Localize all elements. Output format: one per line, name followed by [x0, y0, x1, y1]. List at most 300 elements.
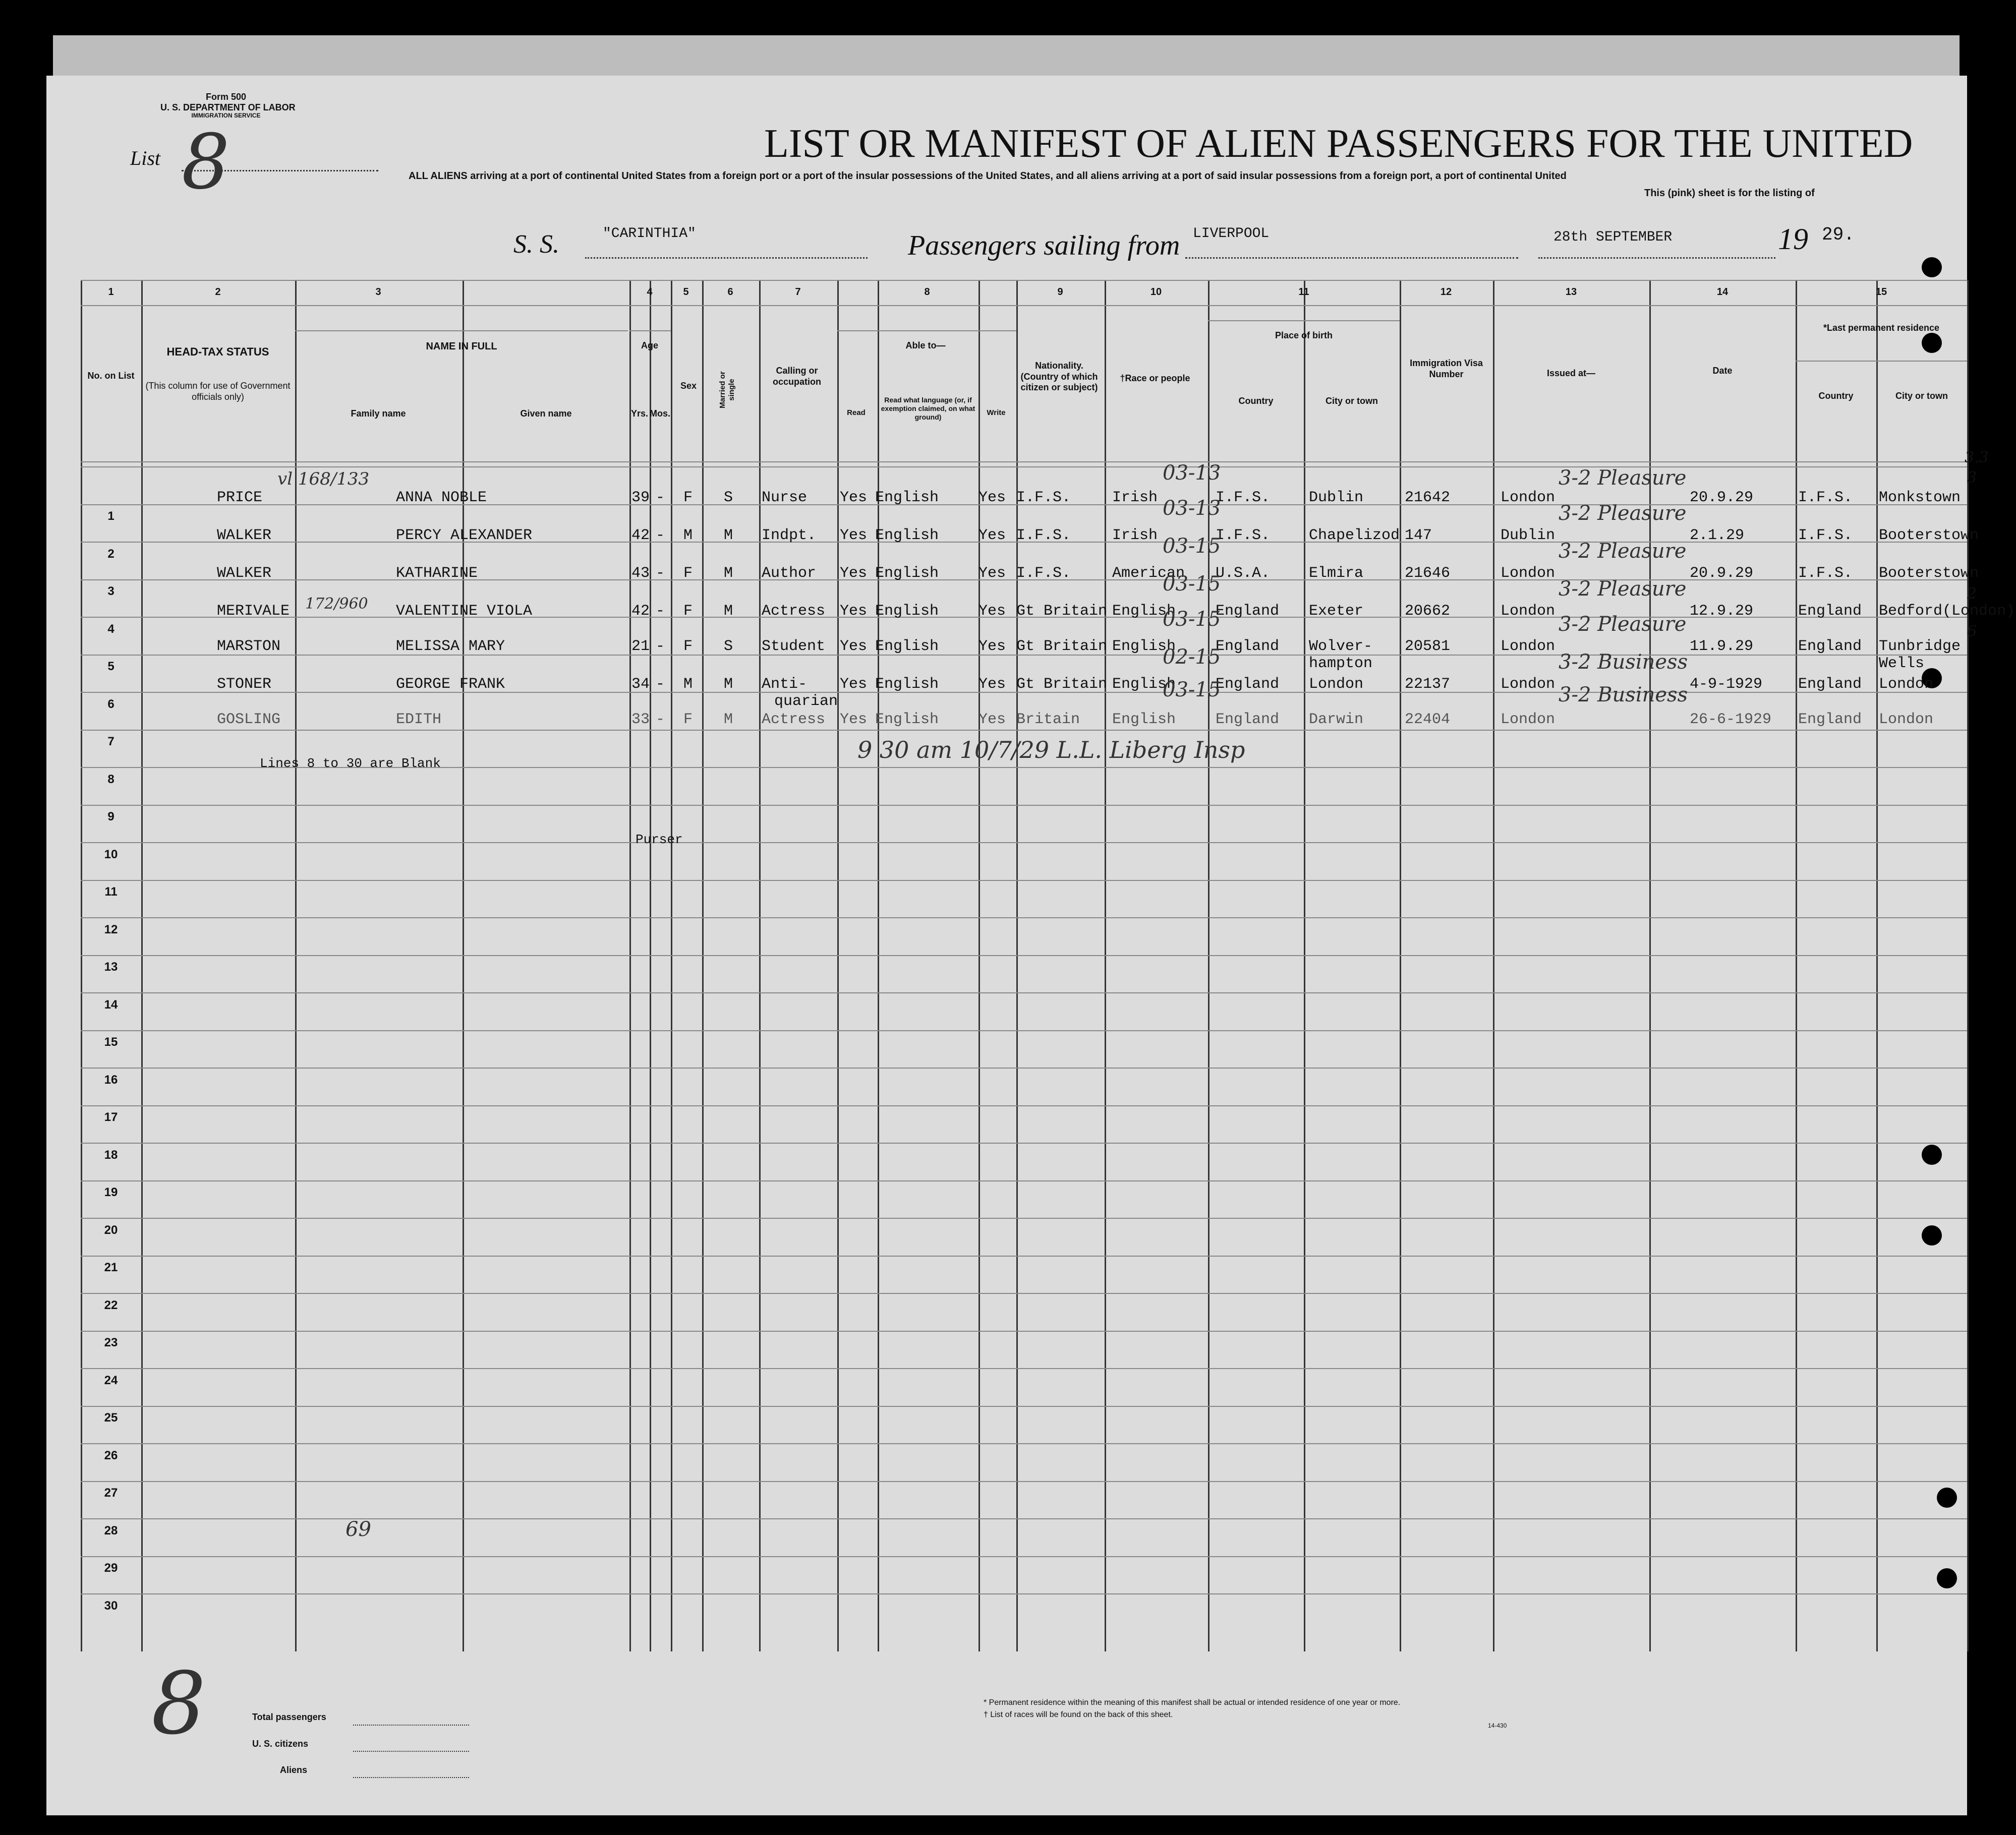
column-rule: [463, 280, 464, 1651]
nationality: Gt Britain: [1016, 603, 1108, 620]
res-country: I.F.S.: [1798, 489, 1853, 506]
column-number: 11: [1298, 286, 1309, 298]
column-number: 3: [375, 286, 381, 298]
column-rule: [978, 280, 980, 1651]
header-mos: Mos.: [650, 408, 671, 419]
age-years: 21: [631, 638, 650, 655]
column-number: 10: [1150, 286, 1162, 298]
line-number: 22: [104, 1298, 118, 1312]
header-issued-at: Issued at—: [1546, 368, 1596, 378]
list-label: List: [130, 147, 161, 169]
race: Irish: [1112, 527, 1158, 544]
row-rule: [81, 1143, 1967, 1144]
marital-status: M: [724, 603, 733, 620]
line-number: 10: [104, 847, 118, 861]
header-family-name: Family name: [351, 408, 406, 419]
aliens-line: [353, 1777, 469, 1778]
nationality: I.F.S.: [1016, 565, 1071, 582]
column-number: 12: [1440, 286, 1452, 298]
header-sex: Sex: [680, 381, 697, 391]
birth-country: England: [1216, 676, 1280, 693]
column-rule: [1105, 280, 1106, 1651]
age-years: 34: [631, 676, 650, 693]
line-number: 30: [104, 1599, 118, 1613]
visa-class-note: 3-2 Business: [1559, 683, 1688, 706]
marital-status: M: [724, 676, 733, 693]
line-number: 3: [107, 584, 114, 598]
marital-status: M: [724, 711, 733, 728]
header-married-single: Married or single: [718, 371, 736, 408]
row-rule: [81, 805, 1967, 806]
port-line: [1185, 257, 1518, 259]
header-place-of-birth: Place of birth: [1275, 330, 1333, 340]
department-name: U. S. DEPARTMENT OF LABOR: [160, 102, 296, 112]
visa-date: 4-9-1929: [1690, 676, 1763, 693]
line-number: 25: [104, 1411, 118, 1425]
visa-class-note: 3-2 Pleasure: [1559, 577, 1687, 601]
marital-status: S: [724, 489, 733, 506]
line-number: 27: [104, 1486, 118, 1500]
age-months: -: [656, 489, 665, 506]
family-name: WALKER: [217, 565, 272, 582]
can-write: Yes: [978, 603, 1006, 620]
occupation: Student: [762, 638, 826, 655]
birth-code-note: 02-15: [1163, 645, 1221, 669]
race: English: [1112, 676, 1176, 693]
birth-city: Darwin: [1309, 711, 1364, 728]
sailing-label: Passengers sailing from: [908, 230, 1180, 261]
ship-line: [585, 257, 868, 259]
can-read: Yes: [840, 489, 868, 506]
birth-city: Exeter: [1309, 603, 1364, 620]
row-rule: [81, 1368, 1967, 1369]
res-city: London: [1879, 711, 1934, 728]
birth-code-note: 03-15: [1163, 608, 1221, 631]
res-country: England: [1798, 603, 1862, 620]
sex: F: [683, 565, 693, 582]
stamp-number: 69: [345, 1518, 371, 1541]
issued-at: London: [1501, 676, 1556, 693]
manifest-table: [81, 280, 2015, 1651]
row-rule: [81, 1030, 1967, 1031]
row-rule: [81, 1331, 1967, 1332]
read-language: English: [875, 638, 939, 655]
occupation: Author: [762, 565, 817, 582]
birth-city-cont: hampton: [1309, 655, 1373, 672]
family-name: GOSLING: [217, 711, 281, 728]
column-rule: [671, 280, 672, 1651]
family-name: WALKER: [217, 527, 272, 544]
column-number: 8: [924, 286, 930, 298]
header-race: †Race or people: [1120, 373, 1190, 383]
year-prefix: 19: [1778, 222, 1808, 256]
header-able-to: Able to—: [905, 340, 946, 350]
column-number: 14: [1716, 286, 1729, 298]
header-date: Date: [1712, 366, 1733, 376]
header-head-tax: HEAD-TAX STATUS: [166, 345, 269, 358]
row-rule: [81, 1406, 1967, 1407]
column-number: 1: [108, 286, 114, 298]
visa-number: 21646: [1405, 565, 1451, 582]
row-rule: [81, 880, 1967, 881]
column-rule: [759, 280, 761, 1651]
line-number: 29: [104, 1561, 118, 1575]
age-years: 39: [631, 489, 650, 506]
row-rule: [81, 1068, 1967, 1069]
head-tax-annotation-2: 172/960: [305, 595, 368, 613]
res-country: England: [1798, 711, 1862, 728]
citizens-line: [353, 1751, 469, 1752]
aliens-label: Aliens: [280, 1765, 308, 1775]
res-city: Tunbridge: [1879, 638, 1961, 655]
row-rule: [81, 1105, 1967, 1106]
res-country: I.F.S.: [1798, 527, 1853, 544]
can-write: Yes: [978, 565, 1006, 582]
can-write: Yes: [978, 676, 1006, 693]
row-rule: [81, 1218, 1967, 1219]
sex: F: [683, 603, 693, 620]
issued-at: Dublin: [1501, 527, 1556, 544]
marital-status: S: [724, 638, 733, 655]
side-mark: 3.3: [1965, 449, 1989, 466]
column-rule: [1304, 280, 1305, 1651]
race: Irish: [1112, 489, 1158, 506]
visa-number: 22404: [1405, 711, 1451, 728]
given-name: MELISSA MARY: [396, 638, 505, 655]
row-rule: [81, 842, 1967, 843]
can-write: Yes: [978, 638, 1006, 655]
age-years: 42: [631, 527, 650, 544]
visa-date: 20.9.29: [1690, 565, 1754, 582]
nationality: I.F.S.: [1016, 527, 1071, 544]
bottom-mark: 8: [151, 1654, 206, 1754]
line-number: 7: [107, 735, 114, 748]
given-name: GEORGE FRANK: [396, 676, 505, 693]
column-rule: [878, 280, 879, 1651]
birth-country: I.F.S.: [1216, 527, 1271, 544]
header-given-name: Given name: [520, 408, 572, 419]
issued-at: London: [1501, 489, 1556, 506]
can-read: Yes: [840, 565, 868, 582]
visa-date: 12.9.29: [1690, 603, 1754, 620]
header-birth-country: Country: [1238, 396, 1274, 406]
visa-class-note: 3-2 Pleasure: [1559, 502, 1687, 525]
race: English: [1112, 603, 1176, 620]
column-number: 6: [727, 286, 733, 298]
column-rule: [1208, 280, 1209, 1651]
read-language: English: [875, 676, 939, 693]
nationality: Gt Britain: [1016, 638, 1108, 655]
visa-date: 2.1.29: [1690, 527, 1745, 544]
us-citizens-label: U. S. citizens: [252, 1739, 309, 1749]
issued-at: London: [1501, 711, 1556, 728]
family-name: STONER: [217, 676, 272, 693]
res-city: Booterstown: [1879, 527, 1979, 544]
list-number: 8: [182, 119, 230, 206]
line-number: 15: [104, 1035, 118, 1049]
service-name: IMMIGRATION SERVICE: [191, 112, 261, 120]
can-read: Yes: [840, 711, 868, 728]
punch-hole: [1922, 257, 1942, 277]
visa-number: 20662: [1405, 603, 1451, 620]
birth-city: Dublin: [1309, 489, 1364, 506]
row-rule: [81, 461, 1967, 462]
row-rule: [81, 1556, 1967, 1557]
occupation: Anti-: [762, 676, 808, 693]
sex: M: [683, 676, 693, 693]
birth-city: London: [1309, 676, 1364, 693]
column-number: 7: [795, 286, 801, 298]
line-number: 18: [104, 1148, 118, 1162]
res-country: England: [1798, 676, 1862, 693]
given-name: VALENTINE VIOLA: [396, 603, 533, 620]
line-number: 6: [107, 697, 114, 711]
ship-name: "CARINTHIA": [603, 226, 696, 242]
side-mark: 6: [1967, 623, 1977, 640]
birth-city: Elmira: [1309, 565, 1364, 582]
visa-class-note: 3-2 Pleasure: [1559, 613, 1687, 636]
form-number: Form 500: [205, 92, 247, 102]
header-rule: [1208, 320, 1400, 321]
inspector-annotation: 9 30 am 10/7/29 L.L. Liberg Insp: [857, 736, 1245, 763]
family-name: MARSTON: [217, 638, 281, 655]
visa-number: 147: [1405, 527, 1432, 544]
line-number: 4: [107, 622, 114, 636]
subtitle-line-2: This (pink) sheet is for the listing of: [1644, 188, 1815, 199]
issued-at: London: [1501, 565, 1556, 582]
line-number: 1: [107, 509, 114, 523]
age-months: -: [656, 527, 665, 544]
line-number: 14: [104, 997, 118, 1012]
column-rule: [141, 280, 143, 1651]
birth-code-note: 03-15: [1163, 572, 1221, 596]
header-rule: [1796, 361, 1967, 362]
issued-at: London: [1501, 638, 1556, 655]
line-number: 12: [104, 922, 118, 936]
visa-number: 21642: [1405, 489, 1451, 506]
res-city: Bedford(London): [1879, 603, 2015, 620]
row-rule: [81, 1293, 1967, 1294]
column-rule: [1493, 280, 1494, 1651]
column-rule: [1400, 280, 1401, 1651]
ss-label: S. S.: [513, 230, 559, 259]
given-name: ANNA NOBLE: [396, 489, 487, 506]
race: American: [1112, 565, 1185, 582]
column-rule: [629, 280, 631, 1651]
line-number: 23: [104, 1336, 118, 1349]
date-line: [1538, 257, 1775, 259]
res-city: London: [1879, 676, 1934, 693]
birth-code-note: 03-15: [1163, 678, 1221, 701]
total-passengers-label: Total passengers: [252, 1712, 326, 1722]
header-read: Read: [847, 408, 866, 417]
visa-date: 20.9.29: [1690, 489, 1754, 506]
sailing-date: 28th SEPTEMBER: [1553, 229, 1673, 245]
column-rule: [1876, 280, 1878, 1651]
footnote-races: † List of races will be found on the back of this sheet.: [984, 1710, 1173, 1719]
header-rule: [629, 330, 671, 331]
line-number: 8: [107, 772, 114, 786]
read-language: English: [875, 489, 939, 506]
row-rule: [81, 1481, 1967, 1482]
header-res-country: Country: [1818, 391, 1854, 401]
given-name: PERCY ALEXANDER: [396, 527, 533, 544]
form-header-block: [160, 92, 296, 120]
birth-code-note: 03-15: [1163, 535, 1221, 558]
port-name: LIVERPOOL: [1193, 226, 1270, 242]
can-read: Yes: [840, 638, 868, 655]
column-rule: [1796, 280, 1797, 1651]
header-visa-number: Immigration Visa Number: [1410, 358, 1483, 379]
family-name: MERIVALE: [217, 603, 290, 620]
header-rule: [295, 330, 628, 331]
line-number: 26: [104, 1448, 118, 1462]
age-months: -: [656, 565, 665, 582]
visa-date: 11.9.29: [1690, 638, 1754, 655]
visa-class-note: 3-2 Pleasure: [1559, 540, 1687, 563]
head-tax-annotation: vl 168/133: [277, 469, 370, 489]
birth-city: Chapelizod: [1309, 527, 1400, 544]
can-write: Yes: [978, 527, 1006, 544]
res-city: Booterstown: [1879, 565, 1979, 582]
line-number: 24: [104, 1373, 118, 1387]
age-months: -: [656, 676, 665, 693]
visa-class-note: 3-2 Pleasure: [1559, 466, 1687, 490]
age-years: 33: [631, 711, 650, 728]
occupation: Actress: [762, 603, 826, 620]
form-code: 14-430: [1488, 1722, 1507, 1729]
line-number: 11: [104, 885, 118, 899]
header-head-tax-note: (This column for use of Government officials only): [145, 381, 291, 402]
line-number: 2: [107, 547, 114, 561]
column-rule: [702, 280, 704, 1651]
nationality: Gt Britain: [1016, 676, 1108, 693]
row-rule: [81, 917, 1967, 918]
footnote-residence: * Permanent residence within the meaning of this manifest shall be actual or intended residence of one year or more.: [984, 1698, 1401, 1707]
row-rule: [81, 1443, 1967, 1444]
total-line: [353, 1725, 469, 1726]
age-years: 42: [631, 603, 650, 620]
header-last-residence: *Last permanent residence: [1823, 323, 1940, 333]
given-name: EDITH: [396, 711, 442, 728]
column-number: 9: [1057, 286, 1063, 298]
line-number: 17: [104, 1110, 118, 1124]
column-rule: [837, 280, 839, 1651]
age-months: -: [656, 711, 665, 728]
line-number: 13: [104, 960, 118, 974]
res-country: England: [1798, 638, 1862, 655]
marital-status: M: [724, 527, 733, 544]
birth-country: England: [1216, 711, 1280, 728]
can-read: Yes: [840, 527, 868, 544]
subtitle-line-1: ALL ALIENS arriving at a port of continental United States from a foreign port or a port of the insular possessions of the United States, and all aliens arriving at a port of said insular possessions from a foreign port, a port of continental United: [409, 170, 1567, 182]
read-language: English: [875, 711, 939, 728]
read-language: English: [875, 603, 939, 620]
line-number: 28: [104, 1523, 118, 1537]
can-read: Yes: [840, 676, 868, 693]
header-birth-city: City or town: [1326, 396, 1378, 406]
header-write: Write: [987, 408, 1006, 417]
row-rule: [81, 305, 1967, 306]
occupation: Nurse: [762, 489, 808, 506]
occupation-cont: quarian: [774, 693, 838, 710]
row-rule: [81, 1256, 1967, 1257]
row-rule: [81, 1593, 1967, 1594]
list-number-line: [182, 169, 378, 171]
family-name: PRICE: [217, 489, 263, 506]
read-language: English: [875, 565, 939, 582]
issued-at: London: [1501, 603, 1556, 620]
line-number: 19: [104, 1186, 118, 1199]
header-no-on-list: No. on List: [87, 371, 135, 381]
visa-date: 26-6-1929: [1690, 711, 1772, 728]
year-suffix: 29.: [1822, 224, 1855, 245]
birth-country: England: [1216, 638, 1280, 655]
birth-country: England: [1216, 603, 1280, 620]
can-read: Yes: [840, 603, 868, 620]
given-name: KATHARINE: [396, 565, 478, 582]
header-age: Age: [641, 340, 658, 350]
occupation: Indpt.: [762, 527, 817, 544]
visa-class-note: 3-2 Business: [1559, 650, 1688, 674]
line-number: 21: [104, 1261, 118, 1274]
row-rule: [81, 1180, 1967, 1181]
header-res-city: City or town: [1895, 391, 1948, 401]
sex: F: [683, 711, 693, 728]
age-years: 43: [631, 565, 650, 582]
visa-number: 22137: [1405, 676, 1451, 693]
side-mark: 2: [1967, 585, 1977, 603]
race: English: [1112, 638, 1176, 655]
marital-status: M: [724, 565, 733, 582]
sex: F: [683, 638, 693, 655]
header-nationality: Nationality. (Country of which citizen or subject): [1020, 361, 1098, 393]
nationality: I.F.S.: [1016, 489, 1071, 506]
sex: F: [683, 489, 693, 506]
line-number: 9: [107, 810, 114, 823]
row-rule: [81, 280, 1967, 281]
can-write: Yes: [978, 711, 1006, 728]
row-rule: [81, 730, 1967, 731]
birth-city: Wolver-: [1309, 638, 1373, 655]
row-rule: [81, 992, 1967, 993]
nationality: Britain: [1016, 711, 1080, 728]
side-mark: 3: [1967, 469, 1977, 487]
row-rule: [81, 955, 1967, 956]
birth-country: I.F.S.: [1216, 489, 1271, 506]
column-rule: [1016, 280, 1018, 1651]
column-rule: [650, 280, 651, 1651]
column-number: 5: [683, 286, 689, 298]
header-yrs: Yrs.: [630, 408, 649, 419]
visa-number: 20581: [1405, 638, 1451, 655]
res-country: I.F.S.: [1798, 565, 1853, 582]
header-name-in-full: NAME IN FULL: [426, 341, 497, 352]
purser-label: Purser: [636, 832, 683, 847]
birth-code-note: 03-13: [1163, 497, 1221, 520]
column-number: 4: [647, 286, 653, 298]
sex: M: [683, 527, 693, 544]
line-number: 20: [104, 1223, 118, 1237]
manifest-title: LIST OR MANIFEST OF ALIEN PASSENGERS FOR THE UNITED: [764, 122, 1913, 166]
header-rule: [837, 330, 1016, 331]
column-number: 13: [1565, 286, 1577, 298]
read-language: English: [875, 527, 939, 544]
age-months: -: [656, 638, 665, 655]
header-read-language: Read what language (or, if exemption claimed, on what ground): [881, 396, 975, 421]
occupation: Actress: [762, 711, 826, 728]
blank-lines-note: Lines 8 to 30 are Blank: [260, 756, 441, 771]
